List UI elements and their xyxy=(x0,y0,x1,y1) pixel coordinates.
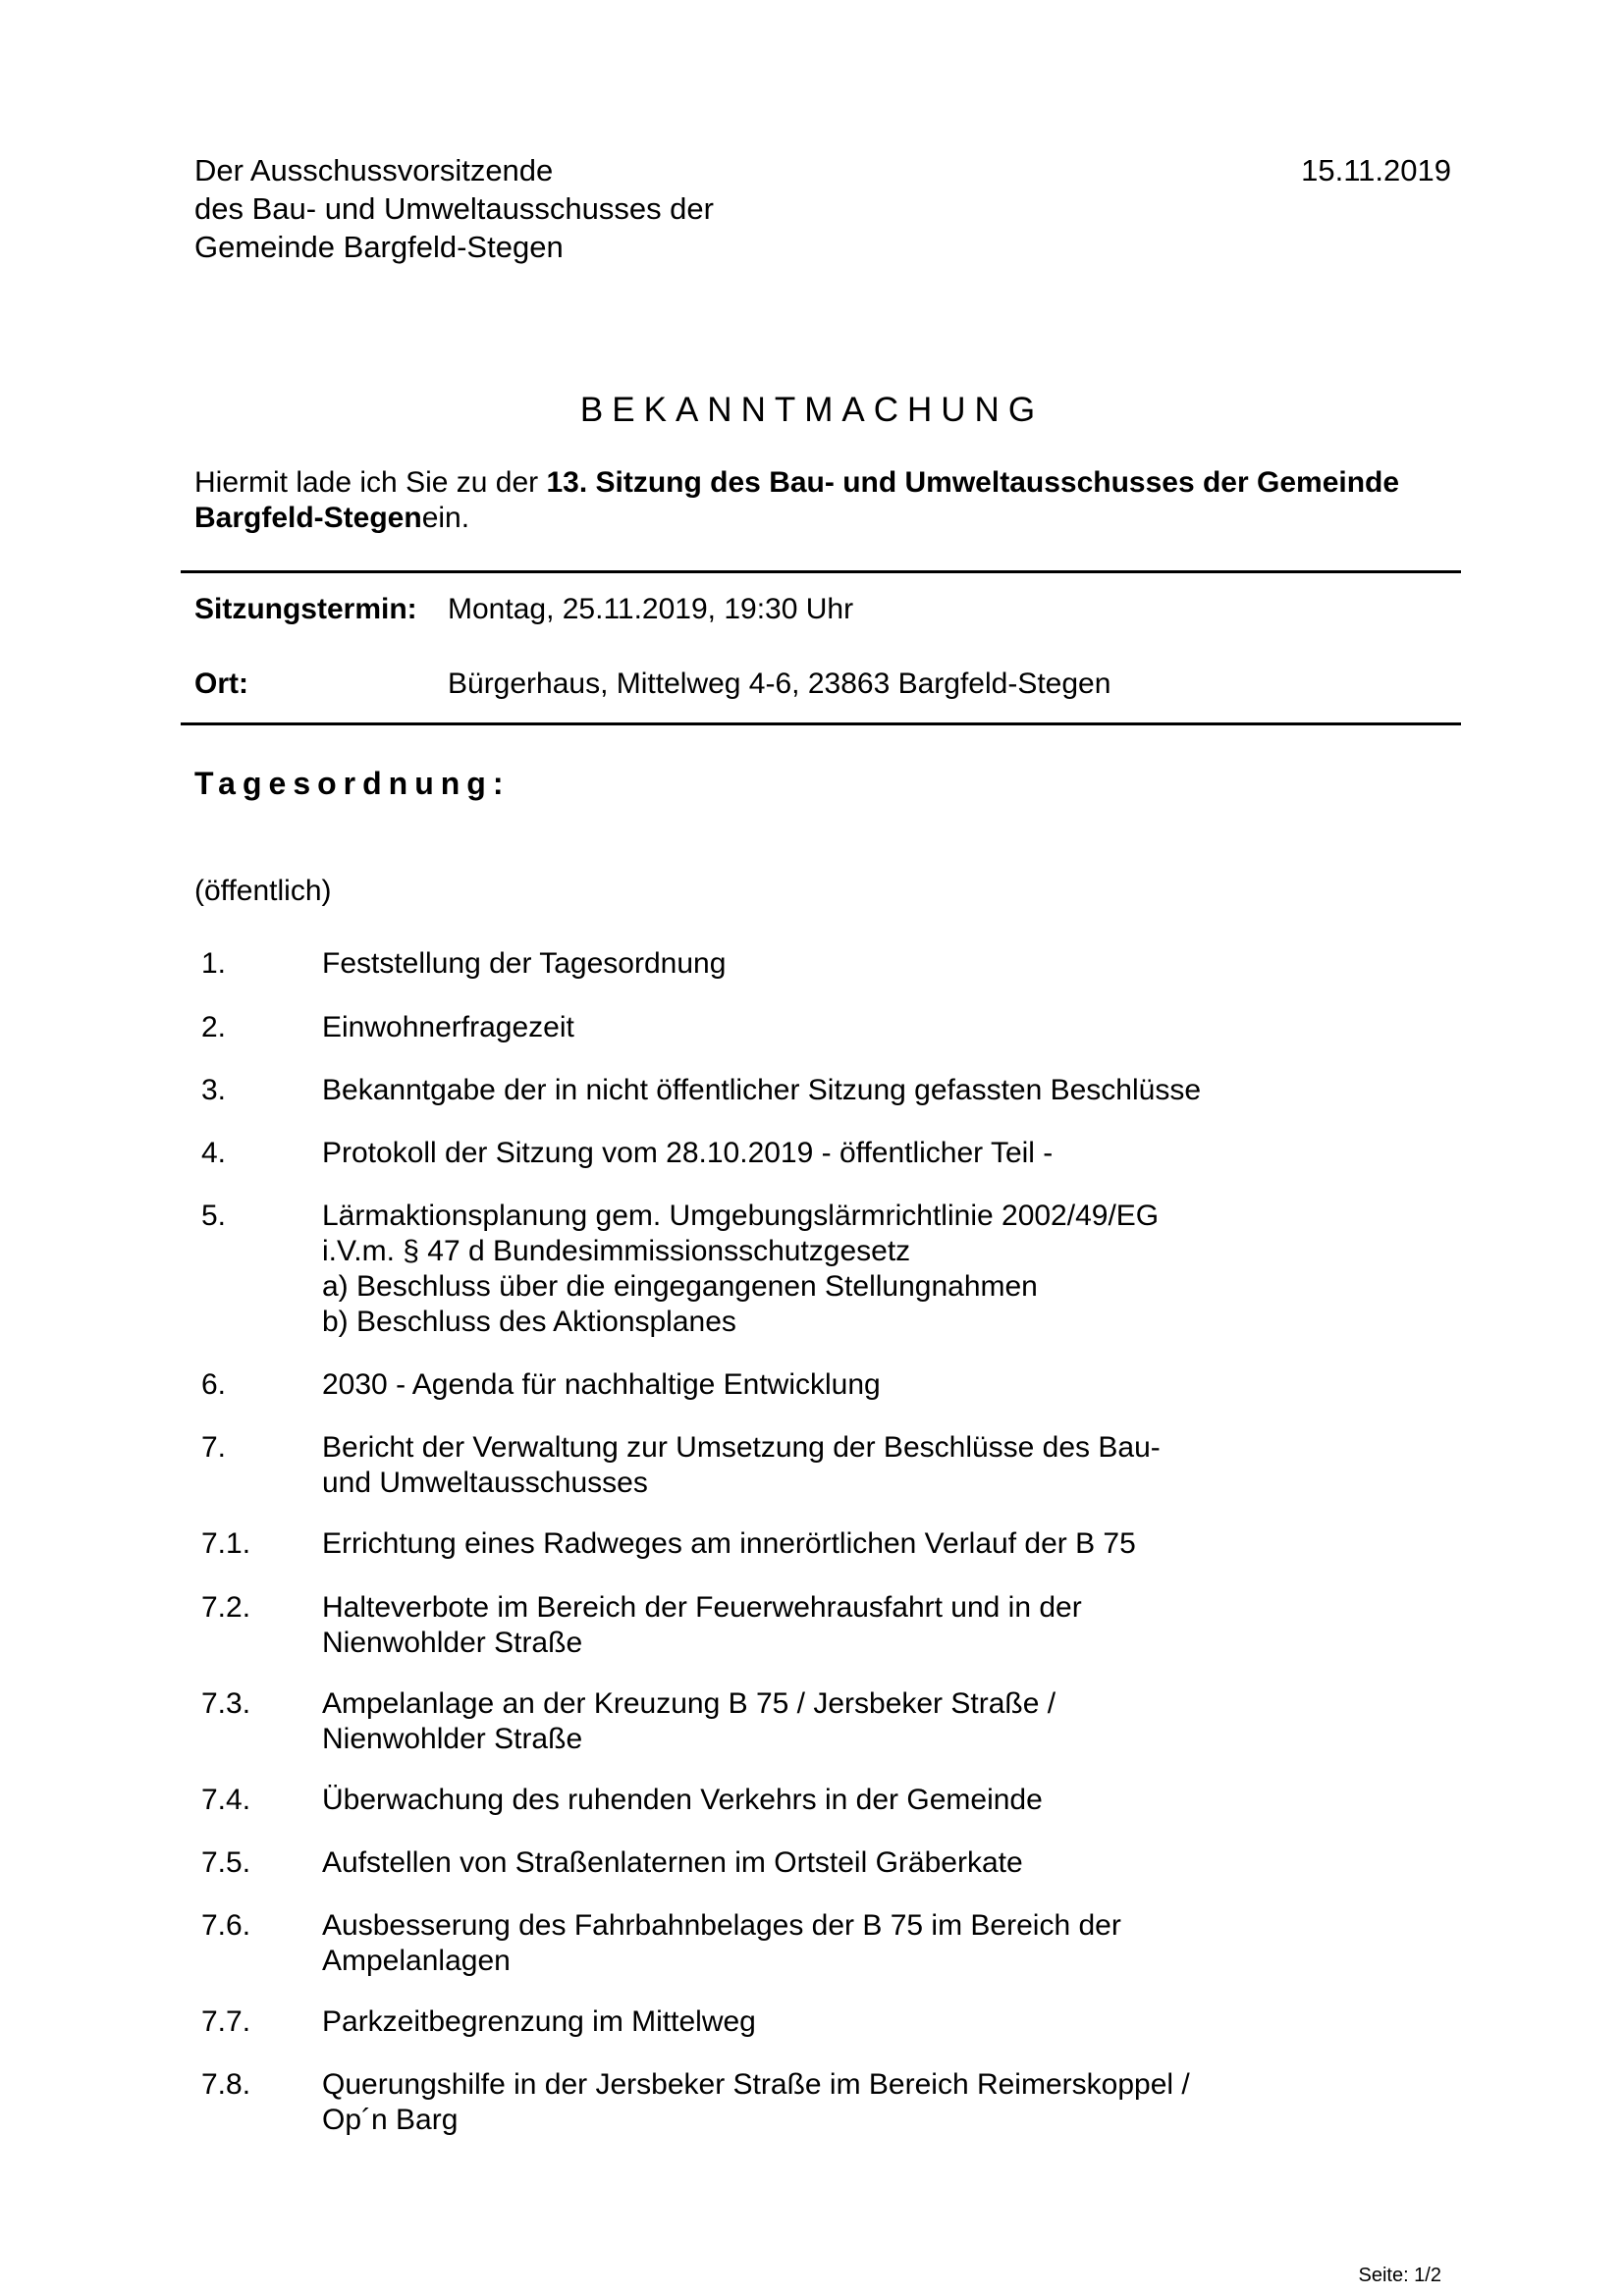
agenda-item-number: 2. xyxy=(201,1011,227,1043)
public-section-label: (öffentlich) xyxy=(194,875,332,907)
invitation-suffix: ein. xyxy=(421,502,470,534)
document-date: 15.11.2019 xyxy=(1301,153,1451,187)
agenda-item-text: Querungshilfe in der Jersbeker Straße im Bereich Reimerskoppel / Op´n Barg xyxy=(322,2068,1190,2136)
document-title: BEKANNTMACHUNG xyxy=(579,391,1045,429)
agenda-item-number: 7.3. xyxy=(201,1687,251,1720)
agenda-item-number: 7. xyxy=(201,1431,227,1464)
agenda-item-text: Parkzeitbegrenzung im Mittelweg xyxy=(322,2005,756,2038)
sender-line-1: Der Ausschussvorsitzende xyxy=(194,153,554,187)
agenda-item-number: 7.7. xyxy=(201,2005,251,2038)
agenda-item-text: Bericht der Verwaltung zur Umsetzung der Beschlüsse des Bau- und Umweltausschusses xyxy=(322,1431,1161,1499)
meeting-date-label: Sitzungstermin: xyxy=(194,593,417,625)
agenda-item-text: Feststellung der Tagesordnung xyxy=(322,947,727,980)
meeting-date-value: Montag, 25.11.2019, 19:30 Uhr xyxy=(448,593,854,625)
agenda-item-text: Halteverbote im Bereich der Feuerwehrausfahrt und in der Nienwohlder Straße xyxy=(322,1591,1082,1659)
agenda-item-text: Aufstellen von Straßenlaternen im Ortsteil Gräberkate xyxy=(322,1846,1023,1879)
divider-bottom xyxy=(181,722,1461,725)
agenda-heading: Tagesordnung: xyxy=(194,766,511,801)
agenda-item-text: 2030 - Agenda für nachhaltige Entwicklung xyxy=(322,1368,881,1401)
agenda-item-number: 4. xyxy=(201,1137,227,1169)
agenda-item-text: Errichtung eines Radweges am innerörtlichen Verlauf der B 75 xyxy=(322,1527,1136,1560)
agenda-item-text: Protokoll der Sitzung vom 28.10.2019 - öffentlicher Teil - xyxy=(322,1137,1054,1169)
agenda-item-text: Bekanntgabe der in nicht öffentlicher Sitzung gefassten Beschlüsse xyxy=(322,1074,1202,1106)
agenda-item-text: Lärmaktionsplanung gem. Umgebungslärmrichtlinie 2002/49/EG i.V.m. § 47 d Bundesimmissionsschutzgesetz a) Beschluss über die eingegangenen Stellungnahmen b) Beschluss des Aktionsplanes xyxy=(322,1200,1160,1338)
sender-line-3: Gemeinde Bargfeld-Stegen xyxy=(194,230,564,264)
sender-block xyxy=(194,151,714,266)
agenda-item-number: 7.6. xyxy=(201,1909,251,1942)
meeting-place-label: Ort: xyxy=(194,667,248,700)
agenda-item-number: 7.4. xyxy=(201,1784,251,1816)
agenda-item-number: 6. xyxy=(201,1368,227,1401)
agenda-item-number: 3. xyxy=(201,1074,227,1106)
invitation-meeting-name: 13. Sitzung des Bau- und Umweltausschusses der Gemeinde Bargfeld-Stegen xyxy=(194,466,1400,534)
page-number: Seite: 1/2 xyxy=(1358,2265,1441,2286)
agenda-item-number: 1. xyxy=(201,947,227,980)
invitation-intro: Hiermit lade ich Sie zu der xyxy=(194,466,547,499)
meeting-place-value: Bürgerhaus, Mittelweg 4-6, 23863 Bargfeld-Stegen xyxy=(448,667,1111,700)
agenda-item-number: 7.2. xyxy=(201,1591,251,1624)
agenda-item-number: 7.8. xyxy=(201,2068,251,2101)
agenda-item-number: 7.5. xyxy=(201,1846,251,1879)
invitation-text xyxy=(194,465,1461,536)
agenda-item-text: Ausbesserung des Fahrbahnbelages der B 75 im Bereich der Ampelanlagen xyxy=(322,1909,1121,1977)
agenda-item-text: Einwohnerfragezeit xyxy=(322,1011,574,1043)
agenda-item-text: Ampelanlage an der Kreuzung B 75 / Jersbeker Straße / Nienwohlder Straße xyxy=(322,1687,1056,1755)
divider-top xyxy=(181,570,1461,573)
agenda-item-text: Überwachung des ruhenden Verkehrs in der Gemeinde xyxy=(322,1784,1043,1816)
agenda-item-number: 5. xyxy=(201,1200,227,1232)
sender-line-2: des Bau- und Umweltausschusses der xyxy=(194,191,714,226)
agenda-item-number: 7.1. xyxy=(201,1527,251,1560)
